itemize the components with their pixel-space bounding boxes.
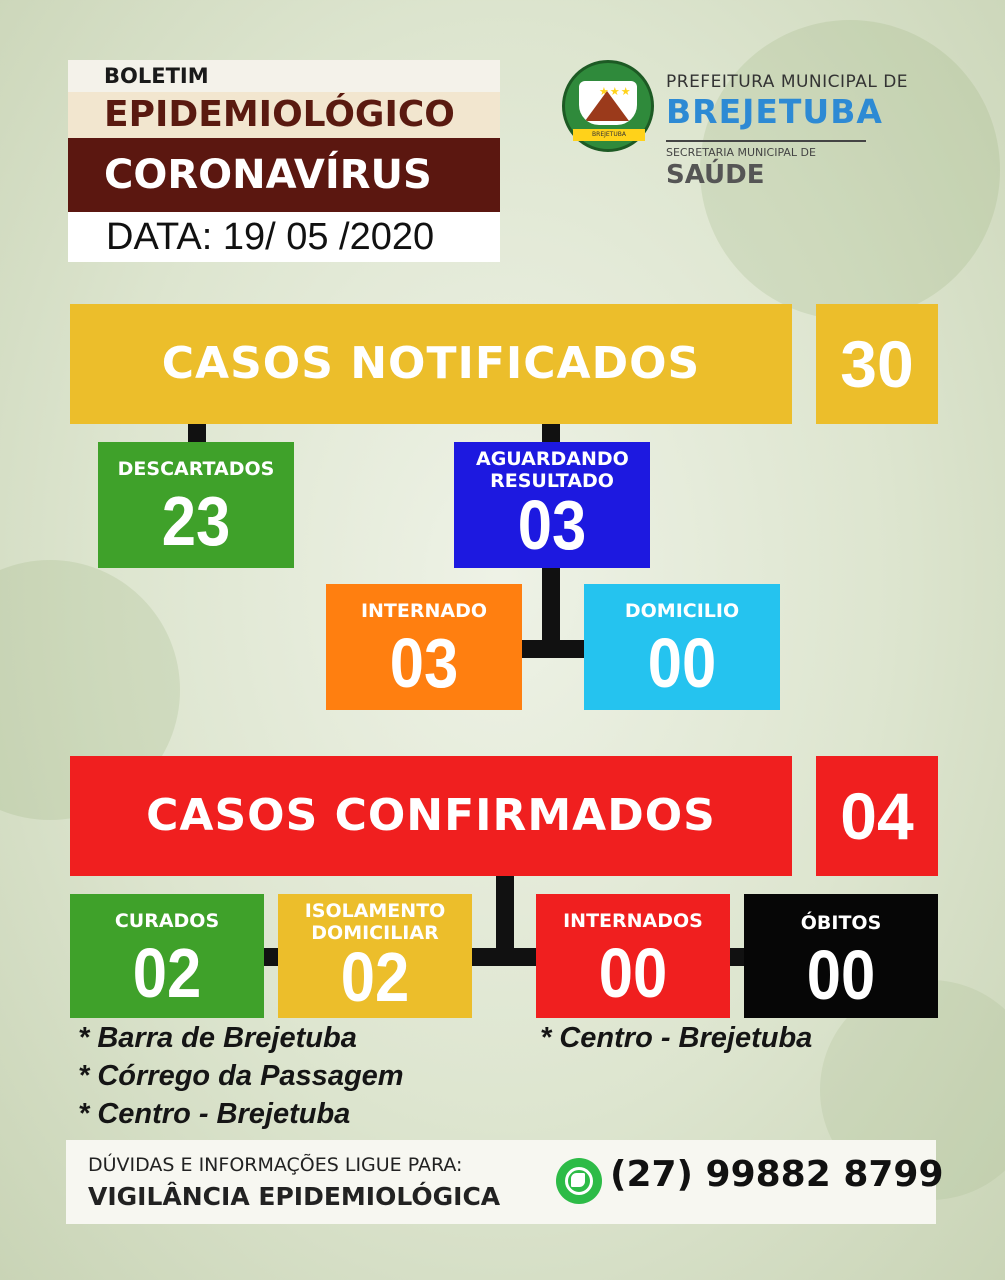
confirmed-hospitalized-value: 00 — [598, 934, 668, 1012]
bulletin-title-line2: EPIDEMIOLÓGICO — [68, 92, 500, 138]
awaiting-result-value: 03 — [517, 486, 587, 564]
hospitalized-value: 03 — [389, 624, 459, 702]
hospitalized-label: INTERNADO — [360, 600, 488, 622]
notified-cases-total-box — [816, 304, 938, 424]
home-label: DOMICILIO — [624, 600, 740, 622]
connector-line — [542, 424, 560, 444]
notified-cases-total: 30 — [840, 327, 914, 401]
institution-line3: SECRETARIA MUNICIPAL DE — [666, 146, 816, 159]
deaths-box — [744, 894, 938, 1018]
notified-cases-label: CASOS NOTIFICADOS — [161, 338, 701, 389]
contact-prompt: DÚVIDAS E INFORMAÇÕES LIGUE PARA: — [88, 1154, 463, 1176]
deaths-value: 00 — [806, 936, 876, 1014]
municipality-logo — [562, 60, 654, 152]
confirmed-cases-total-box — [816, 756, 938, 876]
discarded-box — [98, 442, 294, 568]
confirmed-cases-total: 04 — [840, 779, 914, 853]
home-isolation-box — [278, 894, 472, 1018]
institution-department: SAÚDE — [666, 160, 765, 190]
hospitalized-box — [326, 584, 522, 710]
deaths-label: ÓBITOS — [800, 912, 882, 934]
cured-box — [70, 894, 264, 1018]
home-isolation-value: 02 — [340, 938, 410, 1016]
confirmed-cases-banner — [70, 756, 792, 876]
cured-value: 02 — [132, 934, 202, 1012]
contact-department: VIGILÂNCIA EPIDEMIOLÓGICA — [88, 1182, 501, 1211]
bulletin-title-line3: CORONAVÍRUS — [68, 138, 500, 212]
institution-line1: PREFEITURA MUNICIPAL DE — [666, 72, 909, 92]
home-value: 00 — [647, 624, 717, 702]
confirmed-cases-label: CASOS CONFIRMADOS — [146, 790, 716, 841]
confirmed-hospitalized-label: INTERNADOS — [563, 910, 703, 932]
locality-note: * Barra de Brejetuba — [78, 1022, 357, 1054]
home-box — [584, 584, 780, 710]
institution-city: BREJETUBA — [666, 92, 883, 131]
connector-line — [470, 948, 540, 966]
discarded-label: DESCARTADOS — [117, 458, 275, 480]
locality-note: * Centro - Brejetuba — [78, 1098, 351, 1130]
awaiting-result-box — [454, 442, 650, 568]
confirmed-hospitalized-box — [536, 894, 730, 1018]
logo-mountain-icon — [585, 91, 629, 121]
logo-band: BREJETUBA — [573, 129, 645, 141]
awaiting-result-label: AGUARDANDO RESULTADO — [476, 448, 629, 492]
discarded-value: 23 — [161, 482, 231, 560]
locality-note: * Centro - Brejetuba — [540, 1022, 813, 1054]
connector-line — [496, 876, 514, 956]
date-label: DATA: — [106, 216, 213, 258]
contact-phone[interactable]: (27) 99882 8799 — [610, 1154, 944, 1195]
logo-shield — [579, 81, 637, 125]
connector-line — [188, 424, 206, 444]
notified-cases-banner — [70, 304, 792, 424]
connector-line — [520, 640, 586, 658]
logo-stars-icon: ★★★ — [599, 85, 632, 98]
home-isolation-label: ISOLAMENTO DOMICILIAR — [304, 900, 446, 944]
bulletin-title-line1: BOLETIM — [68, 60, 500, 92]
whatsapp-icon — [556, 1158, 602, 1204]
contact-footer — [66, 1140, 944, 1224]
institution-divider — [666, 140, 866, 142]
date-value: 19/ 05 /2020 — [222, 216, 435, 258]
whatsapp-icon-phone — [571, 1173, 585, 1187]
locality-note: * Córrego da Passagem — [78, 1060, 404, 1092]
cured-label: CURADOS — [114, 910, 220, 932]
bulletin-date — [68, 212, 500, 262]
connector-line — [542, 566, 560, 648]
